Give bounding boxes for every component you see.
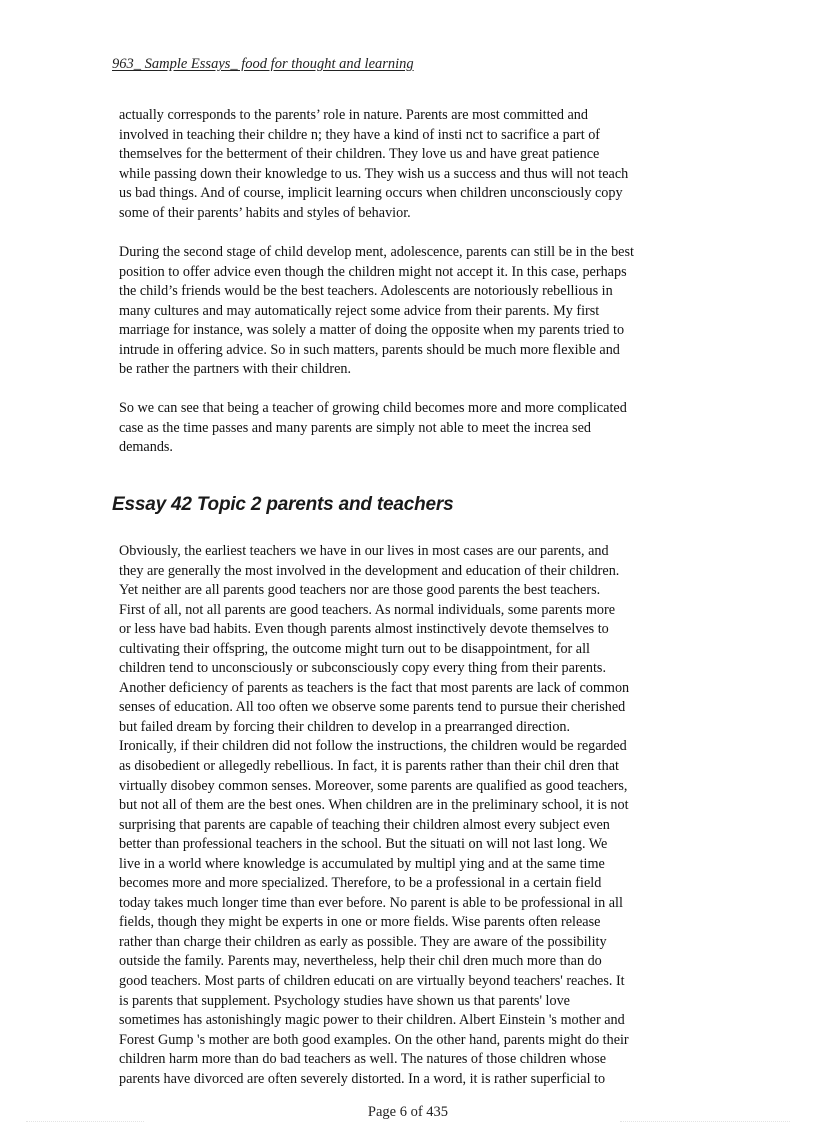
text-line: us bad things. And of course, implicit learning occurs when children unconsciously copy: [119, 185, 623, 202]
text-line: outside the family. Parents may, nevertheless, help their chil dren much more than do: [119, 953, 602, 970]
text-line: they are generally the most involved in the development and education of their children.: [119, 562, 620, 579]
text-line: the child’s friends would be the best teachers. Adolescents are notoriously rebellious in: [119, 283, 613, 300]
text-line: cultivating their offspring, the outcome might turn out to be disappointment, for all: [119, 640, 590, 657]
running-header: 963_ Sample Essays_ food for thought and learning: [112, 56, 414, 72]
text-line: children tend to unconsciously or subconsciously copy every thing from their parents.: [119, 660, 606, 677]
text-line: as disobedient or allegedly rebellious. In fact, it is parents rather than their chil dren that: [119, 758, 619, 775]
text-line: position to offer advice even though the children might not accept it. In this case, perhaps: [119, 263, 627, 280]
text-line: be rather the partners with their children.: [119, 361, 352, 378]
text-line: surprising that parents are capable of teaching their children almost every subject even: [119, 816, 610, 833]
text-line: During the second stage of child develop ment, adolescence, parents can still be in the best: [119, 244, 634, 260]
paragraph: [119, 243, 709, 380]
text-line: rather than charge their children as early as possible. They are aware of the possibility: [119, 933, 607, 950]
text-line: today takes much longer time than ever before. No parent is able to be professional in all: [119, 894, 623, 911]
text-line: live in a world where knowledge is accumulated by multipl ying and at the same time: [119, 855, 605, 872]
text-line: marriage for instance, was solely a matter of doing the opposite when my parents tried to: [119, 322, 625, 339]
paragraph: [119, 399, 709, 458]
text-line: Obviously, the earliest teachers we have in our lives in most cases are our parents, and: [119, 543, 609, 559]
text-line: First of all, not all parents are good teachers. As normal individuals, some parents more: [119, 601, 616, 618]
text-line: Yet neither are all parents good teachers nor are those good parents the best teachers.: [119, 582, 601, 599]
paragraph: [119, 106, 709, 223]
text-line: Another deficiency of parents as teachers is the fact that most parents are lack of common: [119, 679, 630, 696]
text-line: becomes more and more specialized. Therefore, to be a professional in a certain field: [119, 875, 602, 892]
page-number: Page 6 of 435: [367, 1104, 449, 1120]
text-line: or less have bad habits. Even though parents almost instinctively devote themselves to: [119, 621, 609, 638]
text-line: case as the time passes and many parents are simply not able to meet the increa sed: [119, 419, 591, 436]
essay-body: [119, 542, 709, 1089]
text-line: involved in teaching their childre n; they have a kind of insti nct to sacrifice a part of: [119, 126, 601, 143]
text-line: fields, though they might be experts in one or more fields. Wise parents often release: [119, 914, 601, 931]
text-line: Forest Gump 's mother are both good examples. On the other hand, parents might do their: [119, 1031, 629, 1048]
text-line: Ironically, if their children did not follow the instructions, the children would be regarded: [119, 738, 627, 755]
text-line: while passing down their knowledge to us. They wish us a success and thus will not teach: [119, 165, 629, 182]
text-line: children harm more than do bad teachers as well. The natures of those children whose: [119, 1051, 607, 1068]
text-line: some of their parents’ habits and styles of behavior.: [119, 204, 411, 221]
essay-heading: Essay 42 Topic 2 parents and teachers: [112, 494, 454, 515]
text-line: but not all of them are the best ones. When children are in the preliminary school, it is not: [119, 797, 629, 814]
text-line: So we can see that being a teacher of growing child becomes more and more complicated: [119, 400, 627, 416]
text-line: intrude in offering advice. So in such matters, parents should be much more flexible and: [119, 341, 620, 358]
text-line: better than professional teachers in the school. But the situati on will not last long. We: [119, 836, 608, 853]
text-line: actually corresponds to the parents’ role in nature. Parents are most committed and: [119, 107, 588, 123]
text-line: senses of education. All too often we observe some parents tend to pursue their cherished: [119, 699, 626, 716]
text-line: parents have divorced are often severely distorted. In a word, it is rather superficial to: [119, 1070, 606, 1087]
text-line: themselves for the betterment of their children. They love us and have great patience: [119, 146, 600, 163]
text-line: sometimes has astonishingly magic power to their children. Albert Einstein 's mother and: [119, 1012, 625, 1029]
text-line: many cultures and may automatically reject some advice from their parents. My first: [119, 302, 600, 319]
text-line: virtually disobey common senses. Moreover, some parents are qualified as good teachers,: [119, 777, 628, 794]
text-line: demands.: [119, 439, 173, 456]
text-line: but failed dream by forcing their children to develop in a prearranged direction.: [119, 718, 571, 735]
text-line: good teachers. Most parts of children educati on are virtually beyond teachers' reaches. It: [119, 973, 625, 990]
text-line: is parents that supplement. Psychology studies have shown us that parents' love: [119, 992, 570, 1009]
